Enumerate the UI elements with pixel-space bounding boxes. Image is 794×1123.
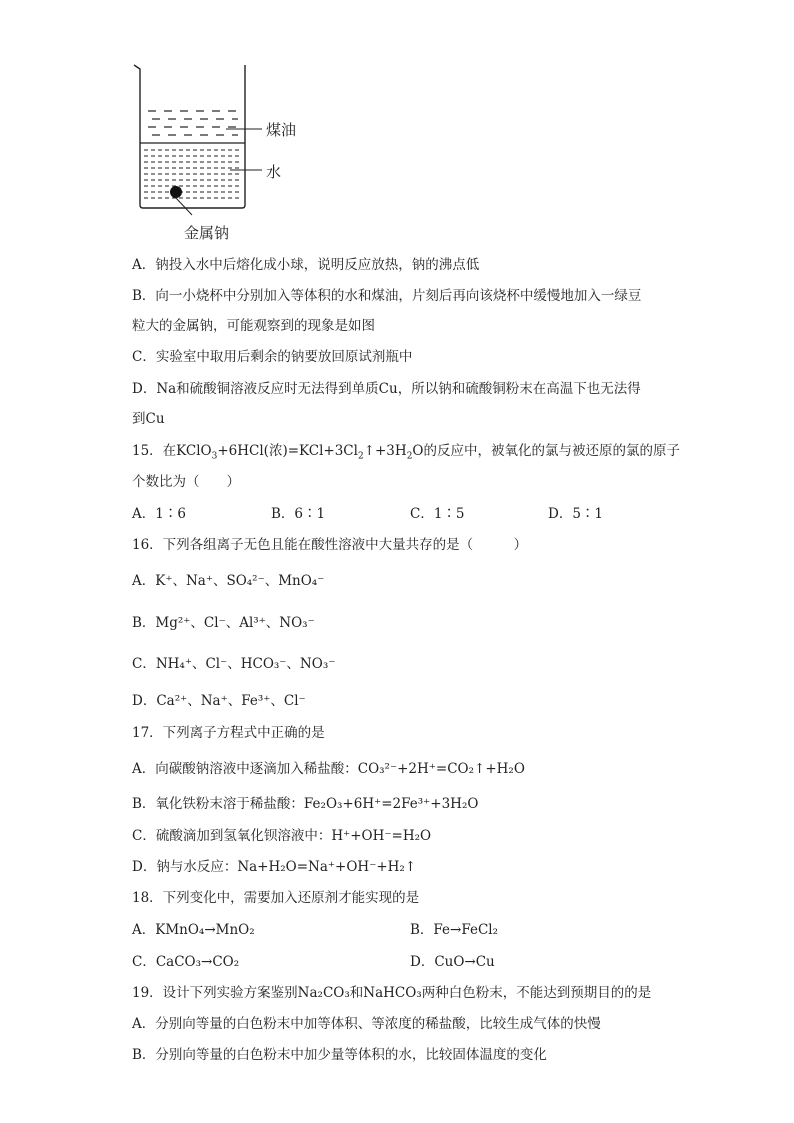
q19-option-b: B．分别向等量的白色粉末中加少量等体积的水，比较固体温度的变化 xyxy=(132,1047,547,1063)
q14-option-d-line2: 到Cu xyxy=(132,411,165,427)
q16-stem: 16．下列各组离子无色且能在酸性溶液中大量共存的是（ ） xyxy=(132,537,528,553)
q15-stem-line2: 个数比为（ ） xyxy=(132,474,240,490)
q15-stem-part: +6HCl(浓)=KCl+3Cl xyxy=(217,443,358,459)
q19-option-a: A．分别向等量的白色粉末中加等体积、等浓度的稀盐酸，比较生成气体的快慢 xyxy=(132,1016,601,1032)
q14-option-b-line1: B．向一小烧杯中分别加入等体积的水和煤油，片刻后再向该烧杯中缓慢地加入一绿豆 xyxy=(132,288,642,304)
q17-option-b: B．氧化铁粉末溶于稀盐酸：Fe₂O₃+6H⁺=2Fe³⁺+3H₂O xyxy=(132,796,479,812)
water-label: 水 xyxy=(266,163,282,181)
q18-option-b: B．Fe→FeCl₂ xyxy=(410,922,499,938)
beaker-figure xyxy=(120,55,320,250)
q15-option-c: C．1∶5 xyxy=(410,506,465,522)
q18-stem: 18．下列变化中，需要加入还原剂才能实现的是 xyxy=(132,890,420,906)
q15-stem-part: ↑+3H xyxy=(363,443,407,459)
q15-stem-part: 15．在KClO xyxy=(132,443,212,459)
kerosene-label: 煤油 xyxy=(266,121,297,139)
q18-option-d: D．CuO→Cu xyxy=(410,954,495,970)
water-layer xyxy=(144,150,241,198)
kerosene-layer xyxy=(148,111,238,135)
q16-option-c: C．NH₄⁺、Cl⁻、HCO₃⁻、NO₃⁻ xyxy=(132,656,336,672)
q17-option-c: C．硫酸滴加到氢氧化钡溶液中：H⁺+OH⁻=H₂O xyxy=(132,828,432,844)
beaker-diagram xyxy=(120,55,320,250)
q15-stem-part: O的反应中，被氧化的氯与被还原的氯的原子 xyxy=(412,443,680,459)
q18-option-a: A．KMnO₄→MnO₂ xyxy=(132,922,255,938)
q14-option-d-line1: D．Na和硫酸铜溶液反应时无法得到单质Cu，所以钠和硫酸铜粉末在高温下也无法得 xyxy=(132,381,641,397)
q17-option-d: D．钠与水反应：Na+H₂O=Na⁺+OH⁻+H₂↑ xyxy=(132,859,417,875)
q15-option-a: A．1∶6 xyxy=(132,506,186,522)
q17-option-a: A．向碳酸钠溶液中逐滴加入稀盐酸：CO₃²⁻+2H⁺=CO₂↑+H₂O xyxy=(132,761,525,777)
sodium-label: 金属钠 xyxy=(184,224,230,242)
q16-option-b: B．Mg²⁺、Cl⁻、Al³⁺、NO₃⁻ xyxy=(132,615,315,631)
q15-option-b: B．6∶1 xyxy=(271,506,326,522)
q16-option-a: A．K⁺、Na⁺、SO₄²⁻、MnO₄⁻ xyxy=(132,573,325,589)
q14-option-b-line2: 粒大的金属钠，可能观察到的现象是如图 xyxy=(132,318,375,334)
q14-option-a: A．钠投入水中后熔化成小球，说明反应放热，钠的沸点低 xyxy=(132,257,480,273)
q19-stem: 19．设计下列实验方案鉴别Na₂CO₃和NaHCO₃两种白色粉末，不能达到预期目的的是 xyxy=(132,985,652,1001)
q17-stem: 17．下列离子方程式中正确的是 xyxy=(132,725,325,741)
q18-option-c: C．CaCO₃→CO₂ xyxy=(132,954,240,970)
q16-option-d: D．Ca²⁺、Na⁺、Fe³⁺、Cl⁻ xyxy=(132,693,306,709)
sodium-ball xyxy=(170,186,182,198)
q15-stem-line1: 15．在KClO$_3$+6HCl(浓)$=KCl+3Cl_2↑+3H_2O$的反应中，被氧化的氯与被还原的氯的原子 xyxy=(132,443,680,462)
q14-option-c: C．实验室中取用后剩余的钠要放回原试剂瓶中 xyxy=(132,349,413,365)
q15-option-d: D．5∶1 xyxy=(548,506,604,522)
